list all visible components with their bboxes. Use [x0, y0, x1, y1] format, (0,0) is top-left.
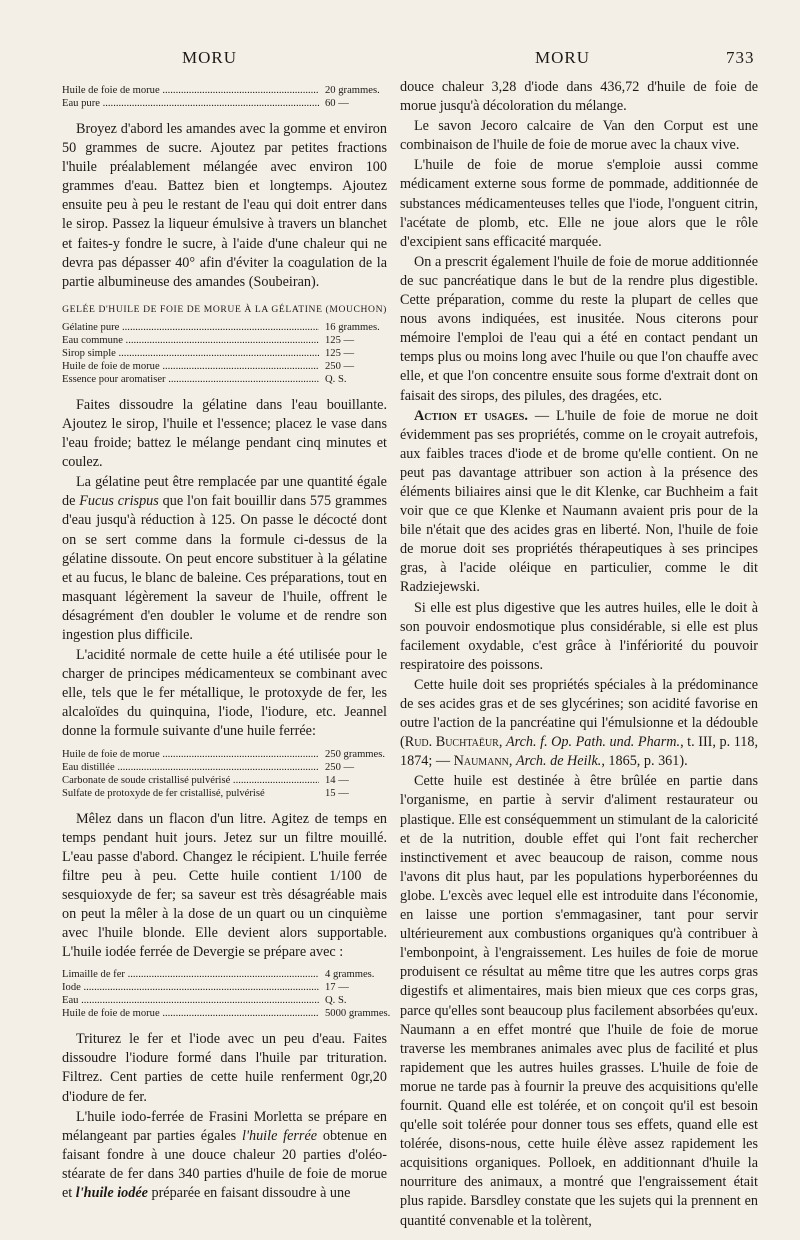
- recipe-row: [62, 84, 387, 97]
- paragraph: [62, 1108, 387, 1203]
- ingredient-name: Huile de foie de morue .....: [62, 84, 319, 97]
- recipe-row: [62, 981, 387, 994]
- ingredient-name: Sirop simple .....: [62, 347, 319, 360]
- ingredient-name: Carbonate de soude cristallisé pulvérisé .....: [62, 774, 319, 787]
- recipe-huile-iodee-ferree: [62, 968, 391, 1020]
- ingredient-qty: Q. S.: [325, 995, 347, 1007]
- ingredient-name: Gélatine pure .....: [62, 321, 319, 334]
- recipe-row: [62, 360, 387, 373]
- ingredient-qty: 5000 grammes.: [325, 1008, 391, 1020]
- ingredient-name: Eau distillée .....: [62, 761, 319, 774]
- paragraph: [400, 676, 758, 771]
- ingredient-qty: 250 —: [325, 761, 355, 773]
- paragraph: [400, 407, 758, 598]
- ingredient-name: Huile de foie de morue .....: [62, 1007, 319, 1020]
- text-run: , 1865, p. 361).: [601, 753, 688, 770]
- paragraph: On a prescrit également l'huile de foie de morue additionnée de suc pancréatique dans le but de la rendre plus digestible. Cette préparation, comme du reste la plupart de celles que nous avons indiquées, est inusitée. Nous citerons pour mémoire l'emploi de l'eau qui a été en contact pendant un temps plus ou moins long avec l'huile ou que l'on chauffe avec elle, et que l'on concentre ensuite sous forme d'extrait dont on faisait des sirops, des pilules, des dragées, etc.: [400, 253, 758, 404]
- text-run: ,: [508, 753, 516, 770]
- ingredient-name: Essence pour aromatiser .....: [62, 373, 319, 386]
- ingredient-qty: 17 —: [325, 982, 349, 994]
- recipe-row: [62, 334, 387, 347]
- ingredient-qty: 14 —: [325, 774, 349, 786]
- paragraph: Broyez d'abord les amandes avec la gomme et environ 50 grammes de sucre. Ajoutez par petites fractions l'huile préalablement mélangée avec environ 100 grammes d'eau. Battez bien et longtemps. Ajoutez ensuite peu à peu le restant de l'eau qui doit entrer dans le sirop. Passez la liqueur émulsive à travers un blanchet et faites-y fondre le sucre, à l'aide d'une chaleur qui ne devra pas dépasser 40° afin d'éviter la coagulation de la partie albumineuse des amandes (Soubeiran).: [62, 121, 387, 290]
- ingredient-name: Limaille de fer .....: [62, 968, 319, 981]
- paragraph: Faites dissoudre la gélatine dans l'eau bouillante. Ajoutez le sirop, l'huile et l'essence; placez le vase dans l'eau froide; battez le mélange pendant cinq minutes et coulez.: [62, 396, 387, 471]
- recipe-row: [62, 994, 387, 1007]
- ingredient-qty: 250 —: [325, 360, 355, 372]
- text-run: obtenue en faisant fondre à une douce chaleur 20 parties d'oléo-stéarate de fer dans 340 parties d'huile de foie de morue et: [62, 1127, 387, 1202]
- ingredient-qty: 125 —: [325, 334, 355, 346]
- text-run: ,: [498, 734, 506, 751]
- paragraph: Le savon Jecoro calcaire de Van den Corput est une combinaison de l'huile de foie de morue avec la chaux vive.: [400, 118, 758, 154]
- paragraph: douce chaleur 3,28 d'iode dans 436,72 d'huile de foie de morue jusqu'à décoloration du mélange.: [400, 79, 758, 115]
- author-name: Rud. Buchtaëur: [404, 734, 499, 751]
- ingredient-name: Eau pure .....: [62, 97, 319, 110]
- recipe-row: [62, 373, 387, 386]
- recipe-row: [62, 97, 387, 110]
- ingredient-name: Huile de foie de morue .....: [62, 360, 319, 373]
- journal-title: Arch. f. Op. Path. und. Pharm.: [505, 734, 681, 751]
- ingredient-qty: Q. S.: [325, 373, 347, 385]
- right-column: [400, 78, 758, 1232]
- text-run: L'huile iodo-ferrée de Frasini Morletta se prépare en mélangeant par parties égales: [62, 1108, 387, 1144]
- page-number: 733: [726, 48, 755, 67]
- recipe-title: GELÉE D'HUILE DE FOIE DE MORUE À LA GÉLATINE (MOUCHON): [62, 303, 387, 315]
- recipe-row: [62, 347, 387, 360]
- text-run: préparée en faisant dissoudre à une: [147, 1185, 351, 1202]
- journal-title: Arch. de Heilk.: [515, 753, 602, 770]
- paragraph: [62, 473, 387, 645]
- recipe-gelee: [62, 321, 387, 386]
- paragraph: Triturez le fer et l'iode avec un peu d'eau. Faites dissoudre l'iodure formé dans l'huile par trituration. Filtrez. Cent parties de cette huile renferment 0gr,20 d'iodure de fer.: [62, 1031, 387, 1105]
- recipe-row: [62, 748, 387, 761]
- paragraph: Si elle est plus digestive que les autres huiles, elle le doit à son pouvoir endosmotique plus considérable, si elle est plus facilement oxydable, c'est grâce à l'infériorité du pouvoir respiratoire des poissons.: [400, 599, 758, 673]
- ingredient-name: Huile de foie de morue .....: [62, 748, 319, 761]
- ingredient-qty: 250 grammes.: [325, 748, 386, 760]
- italic-term: l'huile iodée: [75, 1185, 148, 1202]
- ingredient-name: Eau .....: [62, 994, 319, 1007]
- recipe-emulsion: [62, 84, 387, 110]
- recipe-huile-ferree: [62, 748, 387, 800]
- ingredient-name: Sulfate de protoxyde de fer cristallisé, pulvérisé: [62, 787, 265, 799]
- running-head-left: MORU: [182, 48, 238, 67]
- paragraph: Mêlez dans un flacon d'un litre. Agitez de temps en temps pendant huit jours. Jetez sur un filtre mouillé. L'eau passe d'abord. Changez le récipient. L'huile ferrée filtre peu à peu. Cette huile contient 1/100 de sesquioxyde de fer; sa saveur est très désagréable mais on peut la mêler à la dose de un quart ou un cinquième avec l'huile blonde. Elle devient alors supportable. L'huile iodée ferrée de Devergie se prépare avec :: [62, 810, 387, 961]
- ingredient-qty: 4 grammes.: [325, 969, 375, 981]
- section-heading: Action et usages.: [414, 407, 528, 424]
- text-run: — L'huile de foie de morue ne doit évidemment pas ses propriétés, comme on le croyait autrefois, aux faibles traces d'iode et de brome qu'elle contient. On ne peut pas davantage attribuer son action à la présence des éléments biliaires ainsi que le dit Klenke, car Buchheim a fait voir que ce que Klenke et Naumann avaient pris pour de la bile n'était que des acides gras en liberté. Non, l'huile de foie de morue doit ses propriétés thérapeutiques à ses principes gras, à l'acide oléique en particulier, comme le dit Radziejewski.: [400, 407, 759, 596]
- ingredient-qty: 20 grammes.: [325, 85, 380, 96]
- recipe-row: [62, 321, 387, 334]
- paragraph: L'acidité normale de cette huile a été utilisée pour le charger de principes médicamenteux se combinant avec elle, tels que le fer métallique, le protoxyde de fer, les alcaloïdes du quinquina, l'iode, l'iodure, etc. Jeannel donne la formule suivante d'une huile ferrée:: [62, 647, 387, 740]
- ingredient-name: Eau commune .....: [62, 334, 319, 347]
- ingredient-qty: 15 —: [325, 787, 349, 799]
- ingredient-qty: 125 —: [325, 347, 355, 359]
- paragraph: L'huile de foie de morue s'emploie aussi comme médicament externe sous forme de pommade, additionnée de substances médicamenteuses telles que l'iode, l'onguent citrin, l'acétate de plomb, etc. Elle ne joue alors que le rôle d'excipient sans efficacité marquée.: [400, 157, 758, 250]
- ingredient-qty: 60 —: [325, 98, 349, 109]
- text-run: Cette huile doit ses propriétés spéciales à la prédominance de ses acides gras et de ses glycérines; son acidité favorise en outre l'action de la pancréatine qui l'émulsionne et la dédouble (: [400, 676, 758, 751]
- recipe-row: [62, 774, 387, 787]
- ingredient-qty: 16 grammes.: [325, 321, 380, 333]
- italic-term: Fucus crispus: [79, 493, 159, 510]
- recipe-row: [62, 1007, 391, 1020]
- recipe-row: [62, 968, 387, 981]
- recipe-row: [62, 761, 387, 774]
- author-name: Naumann: [453, 753, 509, 770]
- text-run: La gélatine peut être remplacée par une quantité égale de: [62, 474, 387, 510]
- ingredient-name: Iode .....: [62, 981, 319, 994]
- text-run: que l'on fait bouillir dans 575 grammes d'eau jusqu'à réduction à 125. On passe le décocté dont on se sert comme dans la formule ci-dessus de la gélatine dissoute. On peut encore substituer à la gélatine et au fucus, le blanc de baleine. Ces préparations, tout en masquant légèrement la saveur de l'huile, offrent le désagrément d'en doubler le volume et de rendre son ingestion plus difficile.: [62, 493, 387, 643]
- recipe-row: [62, 787, 387, 800]
- paragraph: Cette huile est destinée à être brûlée en partie dans l'organisme, en partie à servir d'aliment restaurateur ou plastique. Elle est conséquemment un stimulant de la caloricité et de la nutrition, double effet qui l'ont fait rechercher instinctivement et avec beaucoup de raison, comme nous l'avons dit plus haut, par les populations hyperboréennes du globe. L'excès avec lequel elle est introduite dans l'économie, en laisse une portion s'emmagasiner, tant pour servir ultérieurement aux combustions organiques qu'à contribuer à l'embonpoint, à l'engraissement. Les huiles de foie de morue produisent ce résultat au même titre que les autres corps gras digestifs et alimentaires, mais bien mieux que ces corps gras, parce qu'elles sont beaucoup plus facilement absorbées qu'eux. Naumann a en effet montré que l'huile de foie de morue traverse les membranes animales avec plus de facilité et plus rapidement que les autres huiles grasses. L'huile de foie de morue ne tarde pas à fournir la preuve des acquisitions qu'elle fournit. Quand elle est tolérée, et on conçoit qu'il est besoin qu'elle soit tolérée pour donner tous ses effets, quand elle est tolérée, disons-nous, cette huile élève assez rapidement les acquisitions organiques. Polloek, en additionnant d'huile la nourriture des animaux, a montré que l'engraissement était plus rapide. Barsdley constate que les sujets qui la prennent en quantité convenable et la tolèrent,: [400, 773, 758, 1229]
- left-column: [62, 78, 391, 1204]
- italic-term: l'huile ferrée: [242, 1127, 318, 1144]
- running-head-right: MORU: [535, 48, 591, 67]
- text-run: , t. III, p. 118, 1874; —: [400, 734, 759, 770]
